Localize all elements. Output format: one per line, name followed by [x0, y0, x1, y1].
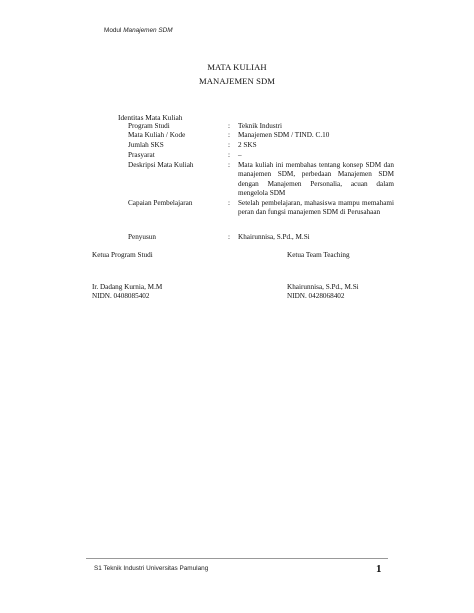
row-colon: :	[228, 161, 230, 169]
row-value: –	[238, 151, 242, 159]
row-label: Jumlah SKS	[128, 141, 164, 149]
row-colon: :	[228, 122, 230, 130]
course-title-line2: MANAJEMEN SDM	[198, 76, 276, 86]
left-signatory-nidn: NIDN. 0408085402	[92, 292, 150, 300]
row-colon: :	[228, 141, 230, 149]
left-signatory-role: Ketua Program Studi	[92, 251, 153, 259]
row-value: Mata kuliah ini membahas tentang konsep SDM dan manajemen SDM, perbedaan Manajemen SDM dengan Manajemen Personalia, acuan dalam mengelola SDM	[238, 161, 394, 198]
row-colon: :	[228, 131, 230, 139]
row-label: Deskripsi Mata Kuliah	[128, 161, 194, 169]
left-signatory-name: Ir. Dadang Kurnia, M.M	[92, 283, 163, 291]
row-label: Mata Kuliah / Kode	[128, 131, 186, 139]
row-value: Teknik Industri	[238, 122, 283, 130]
row-label: Prasyarat	[128, 151, 155, 159]
row-value: Setelah pembelajaran, mahasiswa mampu memahami peran dan fungsi manajemen SDM di Perusahaan	[238, 199, 394, 217]
row-value: 2 SKS	[238, 141, 257, 149]
right-signatory-name: Khairunnisa, S.Pd., M.Si	[287, 283, 359, 291]
running-header	[104, 27, 173, 34]
right-signatory-role: Ketua Team Teaching	[287, 251, 350, 259]
row-colon: :	[228, 199, 230, 207]
row-colon: :	[228, 233, 230, 241]
row-colon: :	[228, 151, 230, 159]
row-label: Capaian Pembelajaran	[128, 199, 193, 207]
footer-divider	[86, 558, 388, 559]
course-title-line1: MATA KULIAH	[207, 62, 267, 72]
row-label: Penyusun	[128, 233, 156, 241]
row-label: Program Studi	[128, 122, 170, 130]
page-number: 1	[376, 563, 382, 575]
header-subject: Manajemen SDM	[123, 27, 173, 34]
right-signatory-nidn: NIDN. 0428068402	[287, 292, 345, 300]
header-modul: Modul	[104, 27, 122, 34]
footer-text: S1 Teknik Industri Universitas Pamulang	[94, 565, 209, 572]
identity-heading: Identitas Mata Kuliah	[118, 113, 183, 122]
row-value: Manajemen SDM / TIND. C.10	[238, 131, 330, 139]
row-value: Khairunnisa, S.Pd., M.Si	[238, 233, 310, 241]
